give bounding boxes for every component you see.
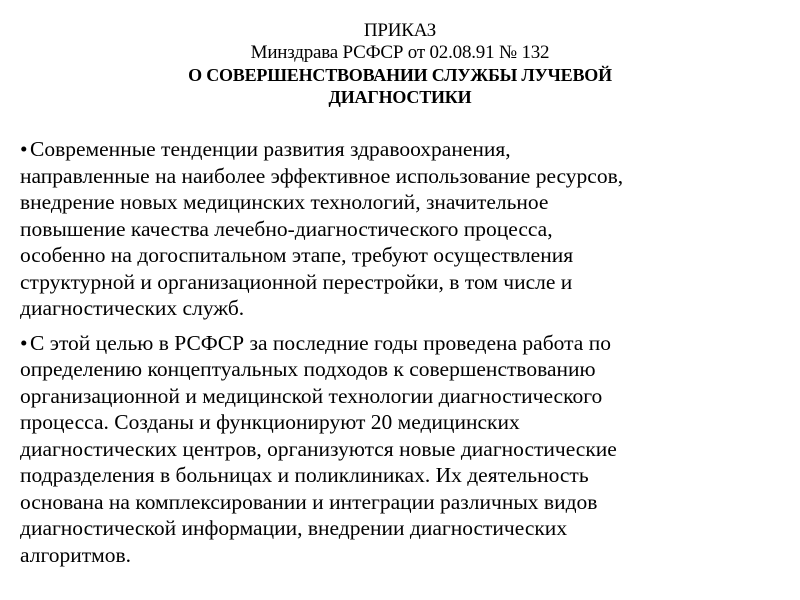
order-reference: Минздрава РСФСР от 02.08.91 № 132 — [250, 42, 550, 63]
paragraph-line: • Современные тенденции развития здравоохранения, — [20, 137, 511, 161]
paragraph-line: подразделения в больницах и поликлиниках. Их деятельность — [20, 463, 589, 487]
order-heading-line-1: О СОВЕРШЕНСТВОВАНИИ СЛУЖБЫ ЛУЧЕВОЙ — [188, 65, 612, 85]
document-body — [20, 136, 780, 576]
paragraph-2 — [20, 330, 780, 569]
paragraph-line: особенно на догоспитальном этапе, требуют осуществления — [20, 243, 574, 267]
paragraph-line: повышение качества лечебно-диагностического процесса, — [20, 216, 553, 241]
bullet-icon: • — [20, 330, 28, 355]
paragraph-line: внедрение новых медицинских технологий, значительное — [20, 190, 549, 214]
order-title: ПРИКАЗ — [363, 20, 437, 41]
paragraph-1 — [20, 136, 780, 322]
paragraph-line: диагностической информации, внедрении диагностических — [20, 516, 568, 540]
paragraph-line: основана на комплексировании и интеграции различных видов — [20, 489, 598, 514]
bullet-icon: • — [20, 137, 28, 161]
paragraph-line: направленные на наиболее эффективное использование ресурсов, — [20, 163, 624, 188]
paragraph-line: алгоритмов. — [20, 542, 132, 567]
paragraph-line: организационной и медицинской технологии диагностического — [20, 383, 603, 408]
document-header — [100, 20, 700, 108]
paragraph-line: диагностических центров, организуются новые диагностические — [20, 436, 617, 461]
paragraph-line: процесса. Созданы и функционируют 20 медицинских — [20, 410, 520, 434]
paragraph-line: диагностических служб. — [20, 296, 245, 320]
paragraph-line: структурной и организационной перестройки, в том числе и — [20, 269, 573, 294]
paragraph-line: • С этой целью в РСФСР за последние годы проведена работа по — [20, 330, 611, 355]
order-heading-line-2: ДИАГНОСТИКИ — [328, 87, 472, 107]
paragraph-line: определению концептуальных подходов к совершенствованию — [20, 357, 596, 381]
